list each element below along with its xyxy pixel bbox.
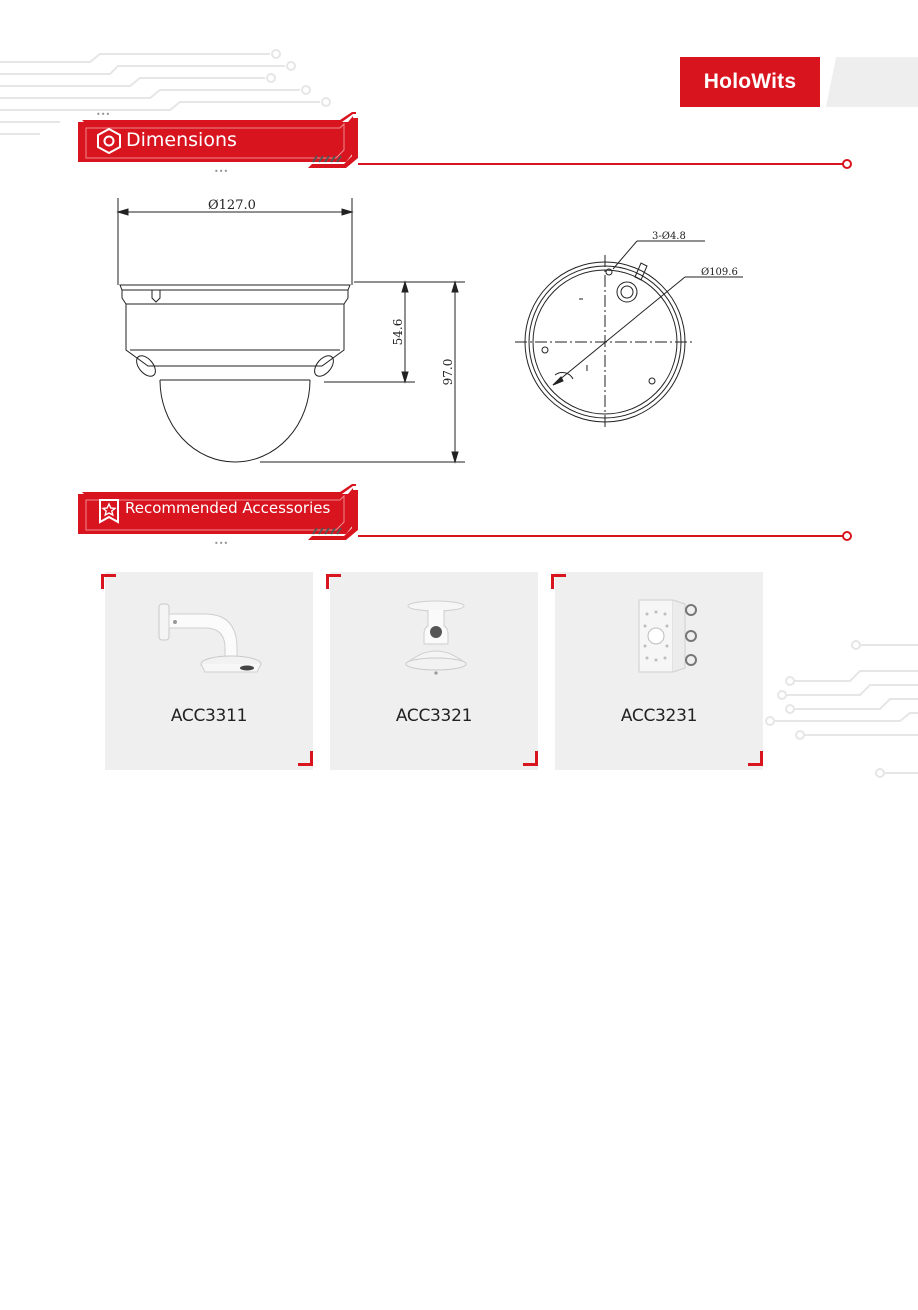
accessory-card[interactable] (330, 572, 538, 770)
side-view-drawing (110, 190, 470, 470)
card-corner-accent (298, 751, 313, 766)
circuit-decoration-right (760, 635, 918, 785)
pole-mount-adapter-image (633, 594, 703, 678)
circle-dimension-label: Ø109.6 (701, 267, 738, 278)
svg-text:•••: ••• (214, 167, 229, 176)
hexagon-icon (96, 128, 122, 154)
upper-height-dimension-label: 54.6 (391, 318, 405, 346)
top-view-drawing (505, 225, 755, 435)
star-badge-icon (98, 498, 120, 524)
card-corner-accent (326, 574, 341, 589)
svg-text:•••: ••• (96, 110, 111, 119)
accessory-model-label: ACC3321 (395, 706, 473, 726)
diameter-dimension-label: Ø127.0 (208, 198, 256, 213)
accessory-model-label: ACC3311 (170, 706, 248, 726)
accessory-card[interactable] (555, 572, 763, 770)
holes-dimension-label: 3-Ø4.8 (652, 231, 686, 242)
card-corner-accent (101, 574, 116, 589)
svg-text:•••: ••• (214, 539, 229, 548)
card-corner-accent (748, 751, 763, 766)
total-height-dimension-label: 97.0 (441, 358, 455, 386)
card-corner-accent (551, 574, 566, 589)
card-corner-accent (523, 751, 538, 766)
section-title: Dimensions (126, 129, 237, 151)
dimensions-section-header (78, 110, 853, 176)
section-title: Recommended Accessories (125, 499, 331, 517)
holowits-logo: HoloWits (680, 57, 820, 107)
accessories-section-header (78, 484, 853, 548)
accessory-model-label: ACC3231 (620, 706, 698, 726)
logo-gray-band (826, 57, 918, 107)
wall-mount-bracket-image (153, 598, 263, 682)
ceiling-mount-bracket-image (394, 598, 478, 682)
accessory-card[interactable] (105, 572, 313, 770)
